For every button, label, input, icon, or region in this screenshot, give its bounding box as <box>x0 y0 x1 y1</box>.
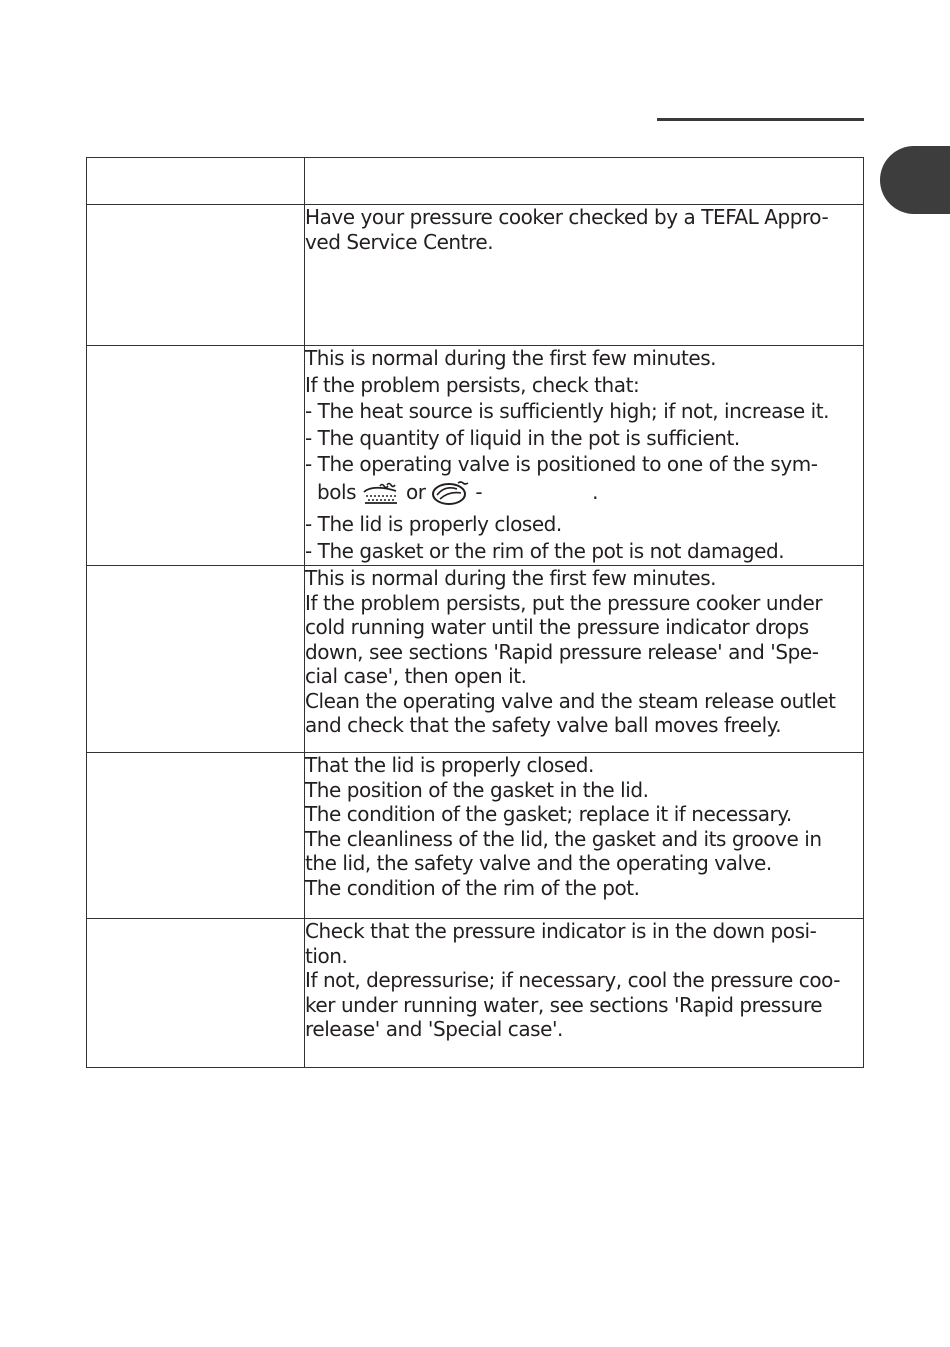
solution-line: cold running water until the pressure indicator drops <box>305 615 809 639</box>
solution-line: The position of the gasket in the lid. <box>305 777 649 802</box>
solution-line: the lid, the safety valve and the operating valve. <box>305 851 772 875</box>
solution-line: This is normal during the first few minutes. <box>305 346 717 370</box>
header-problem-cell <box>87 158 305 205</box>
solution-line: - The gasket or the rim of the pot is not damaged. <box>305 538 785 563</box>
solution-line: The condition of the gasket; replace it if necessary. <box>305 802 792 826</box>
solution-line: tion. <box>305 943 348 968</box>
symbols-period: . <box>592 479 599 504</box>
table-row <box>87 346 864 566</box>
solution-cell <box>305 346 864 566</box>
solution-line: ker under running water, see sections 'Rapid pressure <box>305 992 823 1017</box>
solution-cell <box>305 919 864 1068</box>
solution-line: and check that the safety valve ball moves freely. <box>305 713 782 737</box>
solution-cell <box>305 205 864 346</box>
solution-line: cial case', then open it. <box>305 664 527 688</box>
solution-line: The cleanliness of the lid, the gasket and its groove in <box>305 826 822 851</box>
solution-line: If the problem persists, put the pressure cooker under <box>305 590 823 615</box>
symbols-line <box>305 479 863 511</box>
solution-line: - The quantity of liquid in the pot is sufficient. <box>305 425 740 450</box>
solution-cell <box>305 753 864 919</box>
solution-line: Check that the pressure indicator is in the down posi- <box>305 919 817 943</box>
symbols-prefix: bols <box>317 479 357 504</box>
solution-line: - The heat source is sufficiently high; if not, increase it. <box>305 399 830 423</box>
solution-line: - The operating valve is positioned to one of the sym- <box>305 452 818 476</box>
table-row <box>87 566 864 753</box>
header-rule <box>657 118 864 121</box>
problem-cell <box>87 205 305 346</box>
solution-line: release' and 'Special case'. <box>305 1017 563 1041</box>
table-row <box>87 753 864 919</box>
meat-icon <box>431 479 469 511</box>
table-row <box>87 205 864 346</box>
table-header-row <box>87 158 864 205</box>
solution-line: This is normal during the first few minutes. <box>305 566 717 590</box>
steam-vegetables-icon <box>362 479 400 511</box>
problem-cell <box>87 919 305 1068</box>
table-row <box>87 919 864 1068</box>
solution-line: If not, depressurise; if necessary, cool the pressure coo- <box>305 968 841 992</box>
solution-line: Clean the operating valve and the steam release outlet <box>305 688 836 713</box>
solution-line: down, see sections 'Rapid pressure release' and 'Spe- <box>305 639 819 664</box>
solution-line: If the problem persists, check that: <box>305 372 640 397</box>
solution-cell <box>305 566 864 753</box>
header-solution-cell <box>305 158 864 205</box>
problem-cell <box>87 566 305 753</box>
problem-cell <box>87 753 305 919</box>
solution-line: That the lid is properly closed. <box>305 753 594 777</box>
solution-line: ved Service Centre. <box>305 229 494 254</box>
solution-line: The condition of the rim of the pot. <box>305 875 640 900</box>
solution-line: - The lid is properly closed. <box>305 512 562 536</box>
section-tab <box>880 146 950 214</box>
problem-cell <box>87 346 305 566</box>
symbols-or: or <box>405 479 426 504</box>
symbols-dash: - <box>475 479 483 504</box>
solution-line: Have your pressure cooker checked by a TEFAL Appro- <box>305 205 829 229</box>
troubleshooting-table <box>86 157 864 1068</box>
